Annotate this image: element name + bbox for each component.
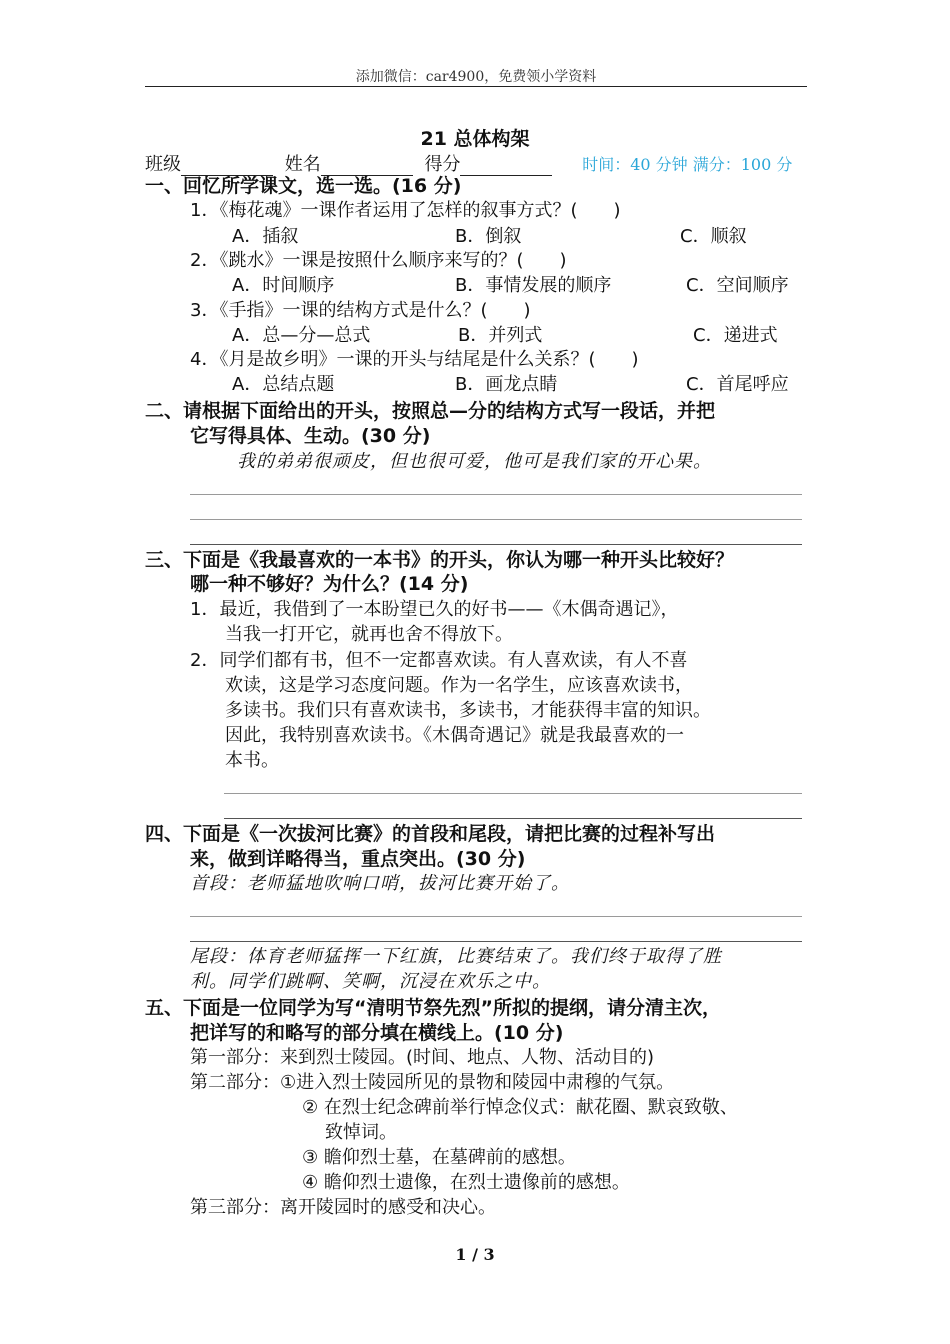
s5-part-2-item-4: ④ 瞻仰烈士遗像，在烈士遗像前的感想。	[302, 1172, 630, 1193]
s4-answer-line-1[interactable]	[190, 916, 802, 917]
time-score-note: 时间：40 分钟 满分：100 分	[582, 155, 793, 174]
class-label: 班级	[145, 154, 181, 175]
s1-question-3: 3．《手指》一课的结构方式是什么？( )	[190, 300, 531, 321]
s1-q4-option-c[interactable]: C．首尾呼应	[686, 374, 789, 395]
s2-answer-line-2[interactable]	[190, 519, 802, 520]
section-1-heading: 一、回忆所学课文，选一选。(16 分)	[145, 175, 462, 197]
s1-question-4: 4．《月是故乡明》一课的开头与结尾是什么关系？( )	[190, 349, 639, 370]
s5-part-2: 第二部分：①进入烈士陵园所见的景物和陵园中肃穆的气氛。	[190, 1072, 675, 1093]
s5-part-2-item-2-cont: 致悼词。	[325, 1122, 397, 1143]
s2-prompt: 我的弟弟很顽皮，但也很可爱，他可是我们家的开心果。	[237, 451, 712, 472]
header-note: 添加微信：car4900，免费领小学资料	[355, 69, 597, 85]
s4-first-paragraph: 首段：老师猛地吹响口哨，拔河比赛开始了。	[190, 873, 570, 894]
section-3-heading-line-2: 哪一种不够好？为什么？(14 分)	[190, 573, 469, 595]
s1-q4-option-a[interactable]: A．总结点题	[232, 374, 335, 395]
s1-q1-option-a[interactable]: A．插叙	[232, 226, 299, 247]
s4-answer-line-2[interactable]	[190, 941, 802, 942]
s5-part-1: 第一部分：来到烈士陵园。(时间、地点、人物、活动目的)	[190, 1047, 655, 1068]
page-title: 21 总体构架	[420, 128, 530, 150]
score-label: 得分	[424, 154, 461, 175]
s3-item-2-line-5: 本书。	[225, 750, 279, 771]
s5-part-3: 第三部分：离开陵园时的感受和决心。	[190, 1197, 496, 1218]
s4-last-paragraph-line-1: 尾段：体育老师猛挥一下红旗，比赛结束了。我们终于取得了胜	[190, 946, 722, 967]
s1-question-1: 1．《梅花魂》一课作者运用了怎样的叙事方式？( )	[190, 200, 621, 221]
section-2-heading-line-1: 二、请根据下面给出的开头，按照总—分的结构方式写一段话，并把	[145, 400, 716, 422]
s1-q3-option-a[interactable]: A．总—分—总式	[232, 325, 371, 346]
page-number: 1 / 3	[455, 1245, 495, 1264]
score-field[interactable]	[460, 157, 552, 176]
s1-q3-option-c[interactable]: C．递进式	[693, 325, 778, 346]
section-5-heading-line-2: 把详写的和略写的部分填在横线上。(10 分)	[190, 1022, 564, 1044]
s1-q2-option-a[interactable]: A．时间顺序	[232, 275, 335, 296]
header-rule	[145, 86, 807, 87]
s3-answer-line-2[interactable]	[224, 818, 802, 819]
s5-part-2-item-2: ② 在烈士纪念碑前举行悼念仪式：献花圈、默哀致敬、	[302, 1097, 738, 1118]
section-5-heading-line-1: 五、下面是一位同学为写“清明节祭先烈”所拟的提纲，请分清主次，	[145, 997, 721, 1019]
s3-item-2-line-2: 欢读，这是学习态度问题。作为一名学生，应该喜欢读书，	[225, 675, 693, 696]
s1-q2-option-c[interactable]: C．空间顺序	[686, 275, 789, 296]
student-info-row	[145, 150, 792, 176]
section-2-heading-line-2: 它写得具体、生动。(30 分)	[190, 425, 431, 447]
s2-answer-line-1[interactable]	[190, 494, 802, 495]
s2-answer-line-3[interactable]	[190, 544, 802, 545]
s3-answer-line-1[interactable]	[224, 793, 802, 794]
s1-q2-option-b[interactable]: B．事情发展的顺序	[455, 275, 612, 296]
s4-last-paragraph-line-2: 利。同学们跳啊、笑啊，沉浸在欢乐之中。	[190, 971, 551, 992]
s1-q1-option-b[interactable]: B．倒叙	[455, 226, 522, 247]
section-3-heading-line-1: 三、下面是《我最喜欢的一本书》的开头，你认为哪一种开头比较好？	[145, 549, 735, 571]
s1-q4-option-b[interactable]: B．画龙点睛	[455, 374, 558, 395]
name-label: 姓名	[284, 154, 321, 175]
s5-part-2-item-3: ③ 瞻仰烈士墓，在墓碑前的感想。	[302, 1147, 576, 1168]
s3-item-2-line-1: 2．同学们都有书，但不一定都喜欢读。有人喜欢读，有人不喜	[190, 650, 688, 671]
s3-item-1-line-2: 当我一打开它，就再也舍不得放下。	[225, 624, 513, 645]
s1-q3-option-b[interactable]: B．并列式	[458, 325, 543, 346]
s1-question-2: 2．《跳水》一课是按照什么顺序来写的？( )	[190, 250, 567, 271]
s3-item-2-line-3: 多读书。我们只有喜欢读书，多读书，才能获得丰富的知识。	[225, 700, 711, 721]
s1-q1-option-c[interactable]: C．顺叙	[680, 226, 747, 247]
s3-item-1-line-1: 1．最近，我借到了一本盼望已久的好书——《木偶奇遇记》，	[190, 599, 679, 620]
section-4-heading-line-1: 四、下面是《一次拔河比赛》的首段和尾段，请把比赛的过程补写出	[145, 823, 716, 845]
s3-item-2-line-4: 因此，我特别喜欢读书。《木偶奇遇记》就是我最喜欢的一	[225, 725, 684, 746]
section-4-heading-line-2: 来，做到详略得当，重点突出。(30 分)	[190, 848, 526, 870]
